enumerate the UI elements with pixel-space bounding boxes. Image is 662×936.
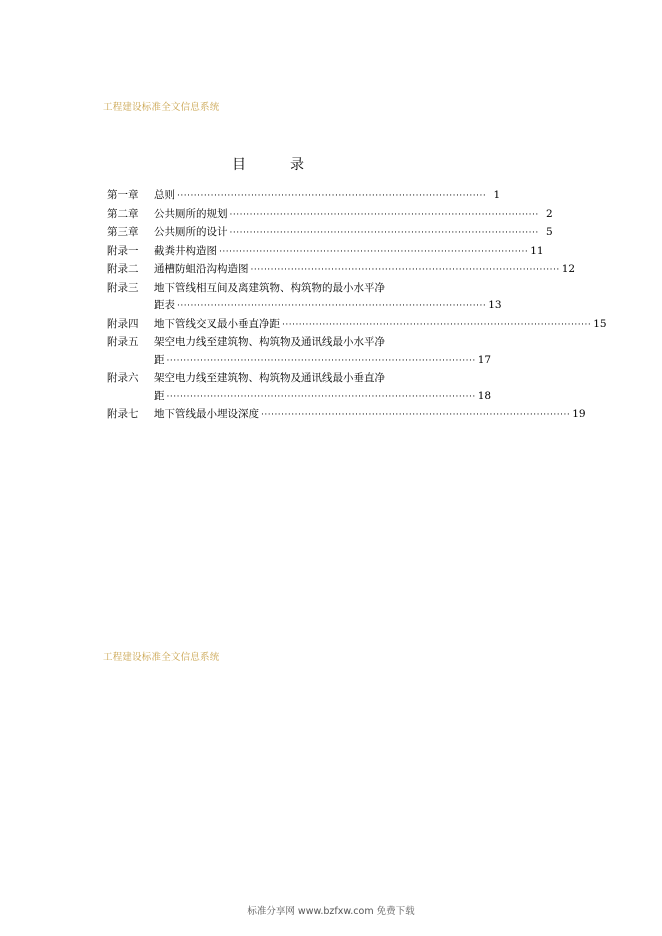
toc-entry[interactable]	[107, 334, 492, 370]
toc-dot-leader: ····························································································	[261, 410, 571, 420]
toc-page-number: 19	[572, 408, 586, 420]
toc-entry[interactable]	[107, 316, 607, 335]
toc-entry[interactable]	[107, 370, 492, 406]
page-footer: 标准分享网 www.bzfxw.com 免费下载	[247, 906, 415, 917]
toc-entry-label: 附录二	[107, 263, 139, 275]
toc-entry-label: 附录四	[107, 317, 139, 330]
toc-dot-leader: ····························································································	[229, 209, 539, 220]
toc-entry[interactable]	[107, 406, 586, 425]
toc-entry-title: 距	[154, 353, 165, 366]
toc-entry[interactable]	[107, 224, 553, 243]
toc-entry-label: 第二章	[107, 207, 139, 220]
toc-entry-label: 第一章	[107, 189, 139, 201]
toc-entry-title: 公共厕所的设计	[154, 226, 228, 238]
toc-entry-title: 通槽防蛆沿沟构造图	[154, 263, 249, 275]
table-of-contents	[107, 187, 607, 425]
toc-dot-leader: ····························································································	[177, 191, 487, 201]
toc-entry-title: 地下管线相互间及离建筑物、构筑物的最小水平净	[154, 281, 385, 294]
toc-page-number: 5	[546, 226, 553, 238]
toc-entry[interactable]	[107, 243, 544, 262]
toc-page-number: 17	[477, 353, 492, 366]
toc-entry[interactable]	[107, 206, 553, 225]
toc-dot-leader: ····························································································	[166, 391, 476, 402]
toc-entry[interactable]	[107, 187, 501, 206]
toc-entry-title: 地下管线交叉最小垂直净距	[154, 317, 280, 330]
toc-dot-leader: ····························································································	[166, 355, 476, 366]
toc-entry-label: 附录三	[107, 281, 139, 294]
toc-title: 目录	[232, 157, 348, 173]
toc-entry-title: 距表	[154, 299, 175, 311]
toc-dot-leader: ····························································································	[282, 319, 592, 330]
toc-entry-label: 第三章	[107, 226, 139, 238]
toc-dot-leader: ····························································································	[219, 246, 529, 257]
toc-entry-label: 附录六	[107, 372, 139, 384]
toc-page-number: 12	[561, 263, 576, 275]
toc-entry-title: 总则	[154, 189, 175, 201]
toc-dot-leader: ····························································································	[250, 265, 560, 275]
toc-entry[interactable]	[107, 280, 502, 316]
toc-entry-title: 公共厕所的规划	[154, 207, 228, 220]
toc-page-number: 15	[593, 317, 607, 330]
toc-entry-title: 架空电力线至建筑物、构筑物及通讯线最小垂直净	[154, 372, 385, 384]
toc-page-number: 2	[546, 207, 553, 220]
toc-entry[interactable]	[107, 261, 576, 280]
toc-dot-leader: ····························································································	[177, 301, 487, 311]
document-header-repeat: 工程建设标准全文信息系统	[103, 652, 220, 663]
toc-dot-leader: ····························································································	[229, 228, 539, 238]
toc-page-number: 1	[493, 189, 501, 201]
toc-entry-title: 架空电力线至建筑物、构筑物及通讯线最小水平净	[154, 336, 385, 348]
toc-entry-label: 附录五	[107, 336, 139, 348]
toc-entry-title: 地下管线最小埋设深度	[154, 408, 259, 420]
toc-entry-title: 截粪井构造图	[154, 244, 217, 257]
toc-entry-title: 距	[154, 389, 165, 402]
toc-page-number: 18	[477, 389, 492, 402]
toc-page-number: 11	[530, 244, 544, 257]
toc-page-number: 13	[488, 299, 502, 311]
document-header: 工程建设标准全文信息系统	[103, 102, 220, 113]
toc-entry-label: 附录一	[107, 244, 139, 257]
toc-entry-label: 附录七	[107, 408, 139, 420]
